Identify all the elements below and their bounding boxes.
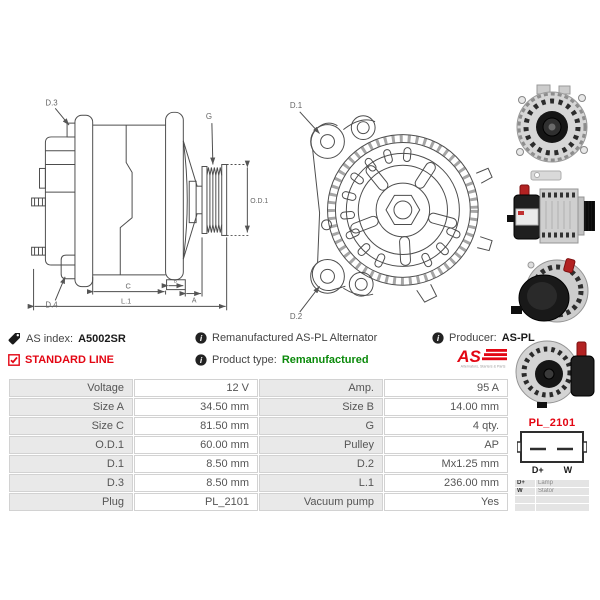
as-index-value: A5002SR: [78, 332, 126, 345]
product-type-value: Remanufactured: [281, 354, 369, 366]
as-index-label: AS index:: [26, 332, 74, 345]
info-icon: [195, 332, 207, 344]
as-index: [8, 332, 126, 345]
dim-label-g: G: [205, 112, 212, 122]
as-pl-logo: [455, 346, 511, 372]
tag-icon: [8, 332, 21, 345]
front-bracket: [166, 112, 184, 279]
rear-bracket: [75, 115, 93, 286]
reman-note: [195, 332, 377, 344]
pin-function-table: [514, 479, 590, 512]
spec-value: 34.50 mm: [134, 398, 258, 416]
pin-row: [515, 496, 589, 503]
technical-drawing-front-view: [272, 78, 502, 323]
pin-cell: [515, 504, 535, 511]
spec-row: [9, 455, 508, 473]
pin-function-cell: [536, 496, 589, 503]
spec-value: Yes: [384, 493, 508, 511]
rear-housing: [45, 137, 75, 265]
pin-row: [515, 488, 589, 495]
producer: [432, 332, 535, 344]
plug-diagram: [517, 430, 587, 464]
pin-cell: D+: [515, 480, 535, 487]
dim-label-od1: O.D.1: [250, 197, 269, 205]
svg-text:i: i: [199, 332, 203, 343]
spec-value: 60.00 mm: [134, 436, 258, 454]
product-photo-front[interactable]: [507, 83, 597, 167]
spec-label: G: [259, 417, 383, 435]
pin-cell: W: [515, 488, 535, 495]
pin-function-cell: Stator: [536, 488, 589, 495]
spec-label: Amp.: [259, 379, 383, 397]
plug-pin-1: D+: [531, 465, 544, 475]
spec-value: AP: [384, 436, 508, 454]
spec-label: Size C: [9, 417, 133, 435]
spec-label: Size B: [259, 398, 383, 416]
plug-pin-labels: [532, 465, 572, 475]
dim-label-b: B: [173, 279, 178, 285]
checkbox-icon: [8, 354, 20, 366]
spec-value: 8.50 mm: [134, 474, 258, 492]
svg-text:i: i: [436, 332, 440, 343]
pin-row: [515, 504, 589, 511]
spec-label: Voltage: [9, 379, 133, 397]
plug-pin-2: W: [563, 465, 573, 475]
product-photo-rear[interactable]: [507, 255, 597, 332]
product-photo-side[interactable]: [507, 169, 597, 253]
pin-row: [515, 480, 589, 487]
svg-text:AS: AS: [457, 347, 481, 366]
standard-line-label: STANDARD LINE: [25, 354, 115, 366]
reman-text: Remanufactured AS-PL Alternator: [212, 332, 378, 344]
terminal-studs: [32, 198, 46, 255]
standard-line: [8, 354, 114, 366]
spec-label: D.2: [259, 455, 383, 473]
spec-row: [9, 474, 508, 492]
spec-value: 95 A: [384, 379, 508, 397]
spec-value: 12 V: [134, 379, 258, 397]
spec-label: Vacuum pump: [259, 493, 383, 511]
spec-label: D.1: [9, 455, 133, 473]
product-info-bar: [8, 329, 535, 377]
dim-label-a: A: [191, 297, 197, 305]
spec-value: 236.00 mm: [384, 474, 508, 492]
spec-row: [9, 379, 508, 397]
dim-label-d3: D.3: [45, 98, 58, 108]
plug-code-label: PL_2101: [528, 417, 576, 429]
spec-row: [9, 398, 508, 416]
svg-text:Alternators, Starters & Parts: Alternators, Starters & Parts: [460, 364, 506, 369]
info-icon: [195, 354, 207, 366]
dim-label-d2: D.2: [289, 311, 303, 321]
pin-cell: [515, 496, 535, 503]
spec-value: 4 qty.: [384, 417, 508, 435]
pin-function-cell: Lamp: [536, 480, 589, 487]
info-icon: [432, 332, 444, 344]
spec-value: Mx1.25 mm: [384, 455, 508, 473]
spec-row: [9, 493, 508, 511]
spec-value: 8.50 mm: [134, 455, 258, 473]
spec-label: L.1: [259, 474, 383, 492]
product-media-column: [506, 83, 598, 512]
pulley: [202, 165, 227, 236]
product-type-label: Product type:: [212, 354, 277, 366]
spec-value: 81.50 mm: [134, 417, 258, 435]
spec-table: [8, 378, 509, 512]
producer-value: AS-PL: [501, 332, 535, 344]
spec-label: O.D.1: [9, 436, 133, 454]
technical-drawing-side-view: [6, 80, 270, 317]
dim-label-d1: D.1: [289, 100, 303, 110]
spec-value: 14.00 mm: [384, 398, 508, 416]
spec-value: PL_2101: [134, 493, 258, 511]
producer-label: Producer:: [449, 332, 497, 344]
dim-label-c: C: [125, 281, 131, 291]
dim-label-d4: D.4: [45, 300, 58, 310]
dim-label-l1: L.1: [121, 296, 132, 306]
spec-row: [9, 417, 508, 435]
spec-label: Plug: [9, 493, 133, 511]
spec-row: [9, 436, 508, 454]
pin-function-cell: [536, 504, 589, 511]
svg-text:i: i: [199, 354, 203, 365]
spec-label: Pulley: [259, 436, 383, 454]
product-type: [195, 354, 369, 366]
fan-spokes: [349, 161, 458, 266]
body-split-line: [120, 125, 132, 275]
spec-label: D.3: [9, 474, 133, 492]
product-photo-angled[interactable]: [507, 334, 597, 411]
spec-label: Size A: [9, 398, 133, 416]
